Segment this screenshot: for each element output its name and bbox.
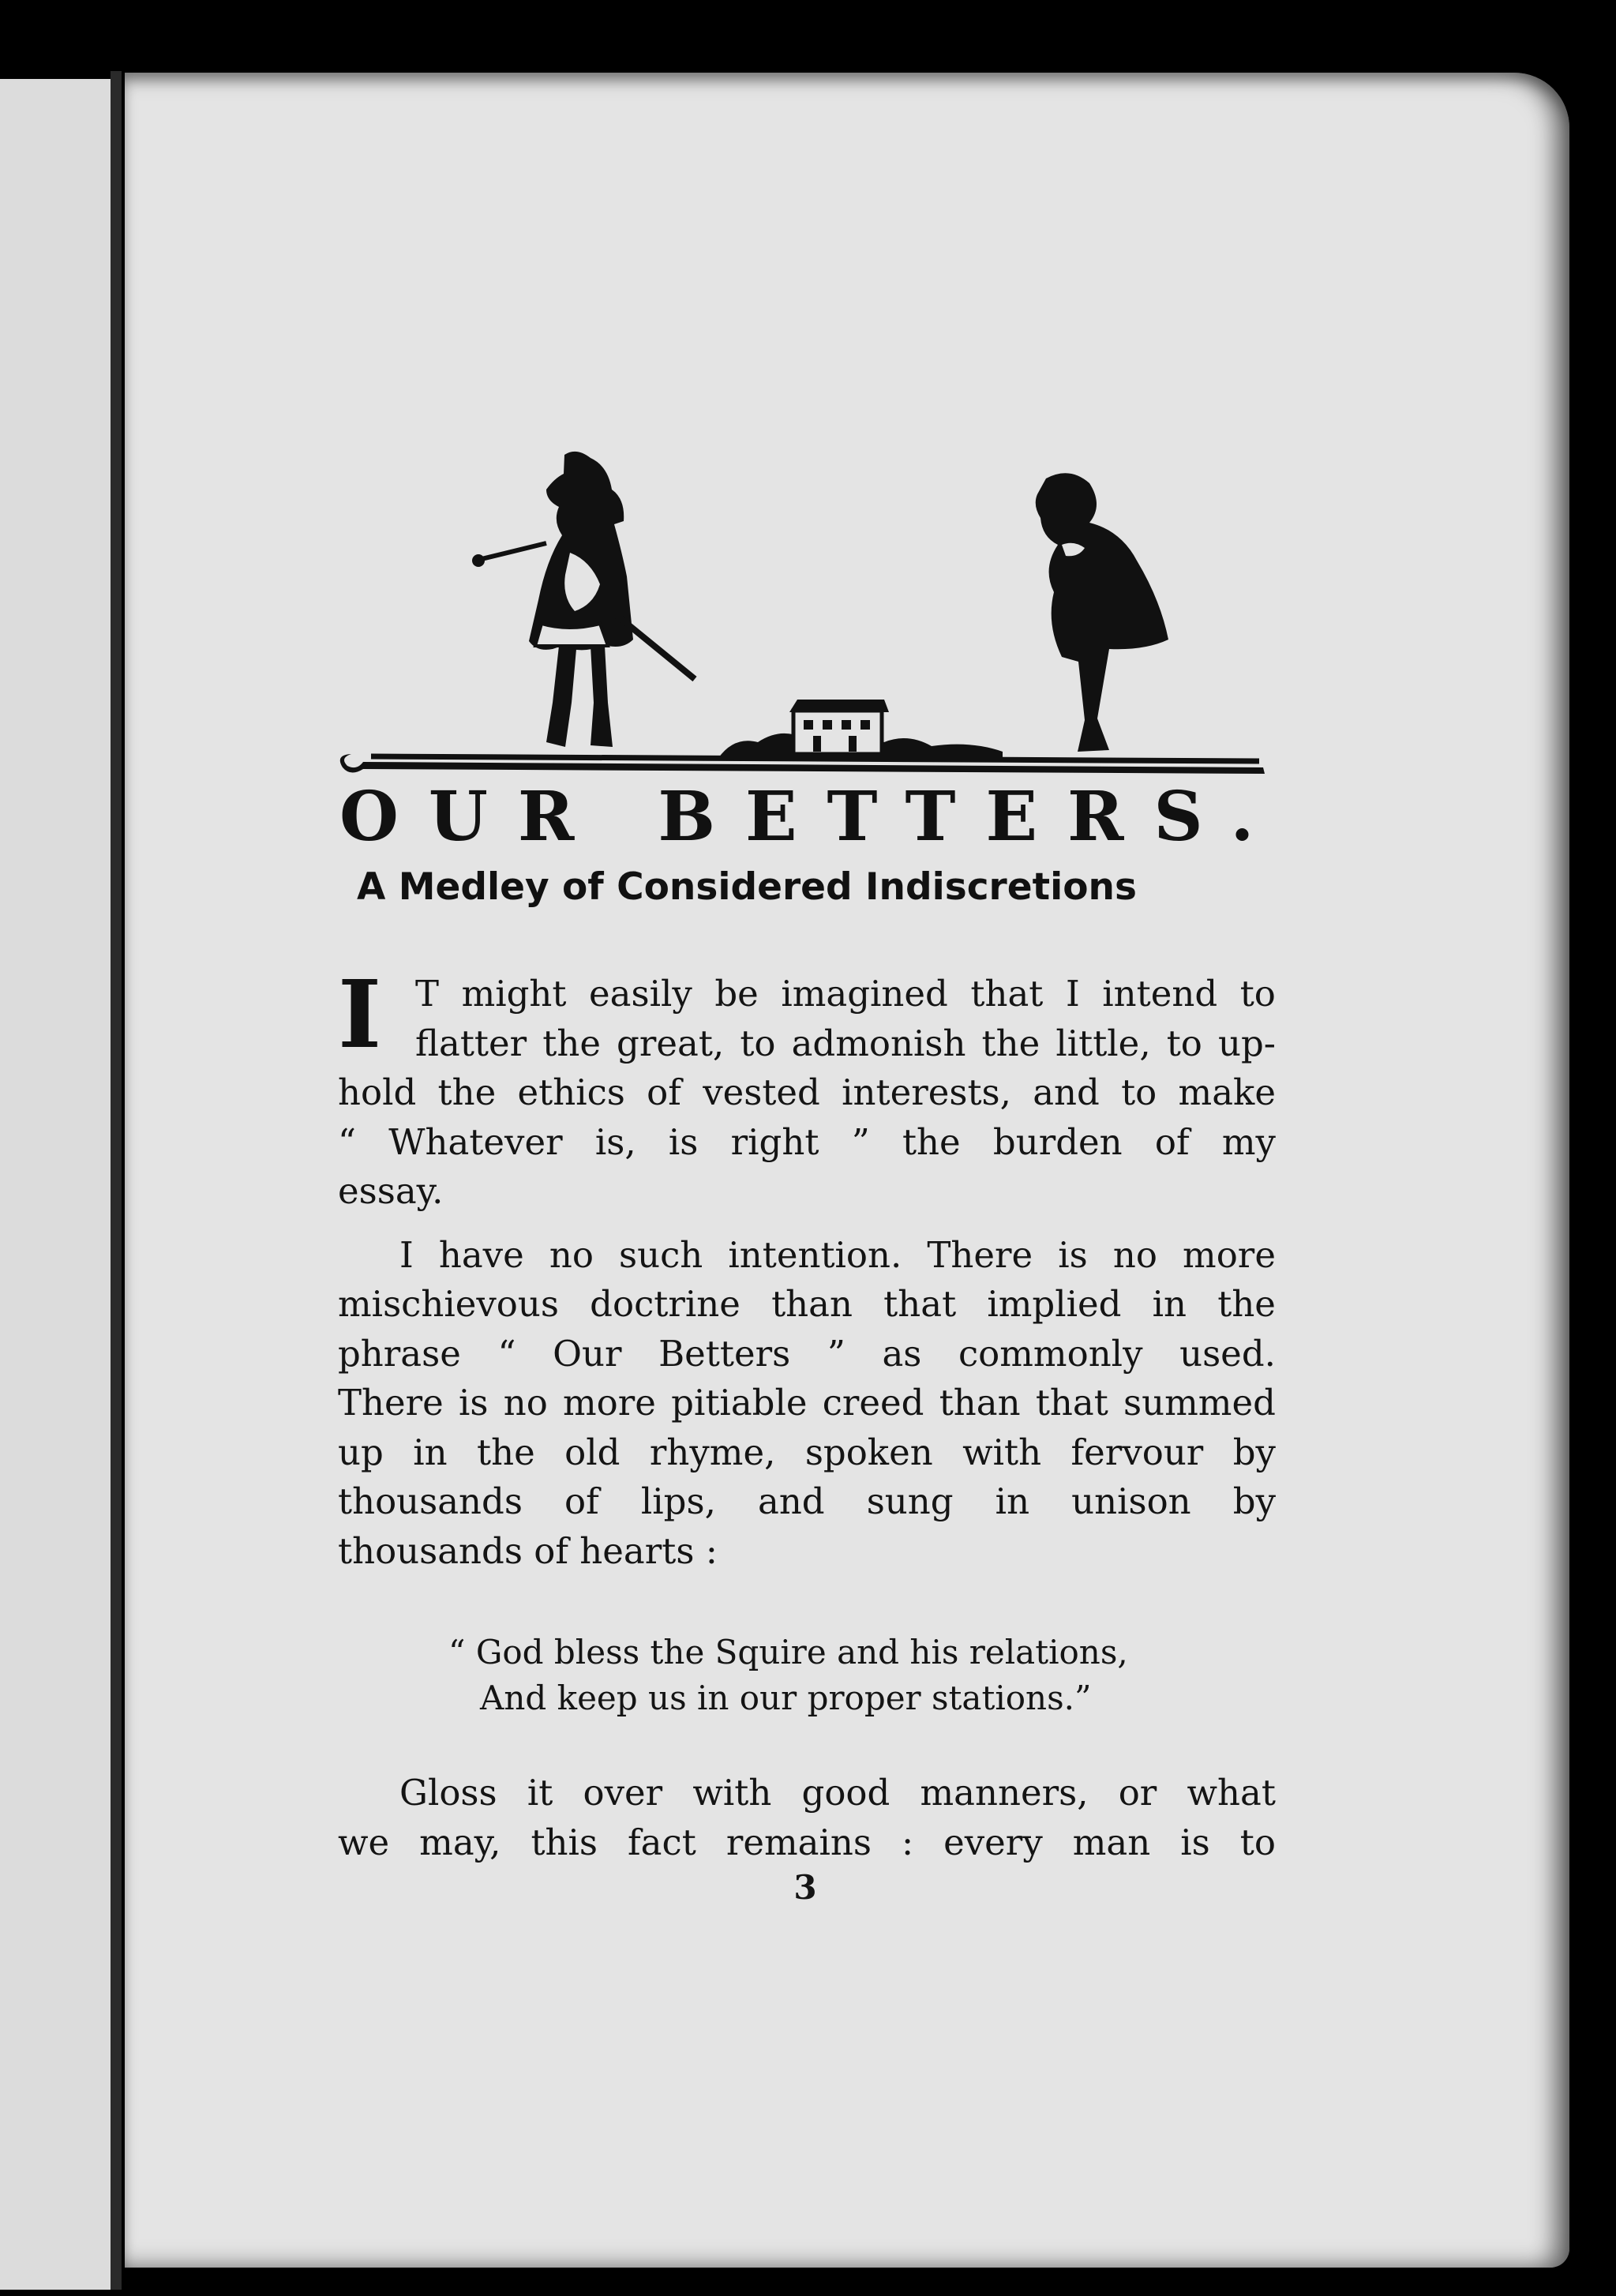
page-title: OUR BETTERS.	[339, 777, 1284, 857]
text-line: mischievous doctrine than that implied in the	[338, 1283, 1276, 1325]
text-line: Gloss it over with good manners, or what	[399, 1772, 1276, 1814]
paragraph-2	[338, 1231, 1276, 1577]
paragraph-3	[338, 1769, 1276, 1867]
page-number: 3	[793, 1868, 817, 1907]
text-line: up in the old rhyme, spoken with fervour by	[338, 1431, 1276, 1473]
facing-page	[0, 79, 114, 2290]
text-line: phrase “ Our Betters ” as commonly used.	[338, 1332, 1276, 1375]
text-line: I have no such intention. There is no more	[399, 1233, 1276, 1276]
text-line: “ Whatever is, is right ” the burden of my	[338, 1120, 1276, 1163]
verse-quote	[338, 1630, 1276, 1721]
drop-cap: I	[338, 959, 382, 1069]
silhouette-vignette-icon	[339, 442, 1279, 782]
verse-line: “ God bless the Squire and his relations,	[448, 1633, 1128, 1671]
text-line: we may, this fact remains : every man is to	[338, 1821, 1276, 1863]
text-line: hold the ethics of vested interests, and to make	[338, 1071, 1276, 1113]
book-gutter	[111, 71, 122, 2290]
text-line: thousands of hearts :	[338, 1529, 718, 1572]
body-text	[338, 959, 1276, 1867]
text-line: There is no more pitiable creed than that summed	[338, 1382, 1276, 1424]
text-line: essay.	[338, 1170, 444, 1212]
page-subtitle: A Medley of Considered Indiscretions	[357, 865, 1137, 909]
paragraph-1	[338, 959, 1276, 1217]
verse-line: And keep us in our proper stations.”	[480, 1679, 1092, 1717]
text-line: T might easily be imagined that I intend to	[415, 973, 1276, 1015]
text-line: flatter the great, to admonish the little, to up-	[415, 1022, 1276, 1064]
text-line: thousands of lips, and sung in unison by	[338, 1480, 1276, 1522]
